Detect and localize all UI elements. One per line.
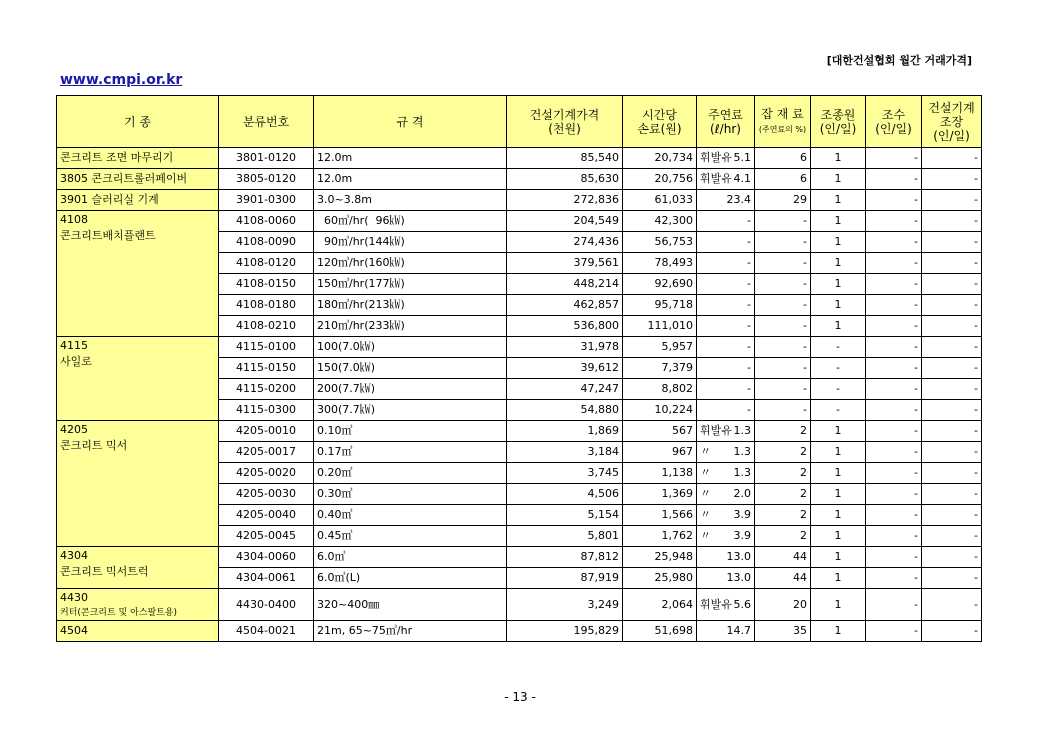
hourly-loss-cell: 967 <box>623 442 697 463</box>
foreman-cell: - <box>922 463 982 484</box>
fuel-type: 휘발유 <box>700 424 732 437</box>
code-cell: 4304-0061 <box>219 568 314 589</box>
operator-cell: - <box>811 379 866 400</box>
misc-cell: 6 <box>755 169 811 190</box>
col-misc: 잡 재 료 (주연료의 %) <box>755 96 811 148</box>
code-cell: 4115-0150 <box>219 358 314 379</box>
machine-kind-line2: 콘크리트배치플랜트 <box>60 229 156 242</box>
fuel-amount: - <box>747 277 751 290</box>
price-cell: 87,812 <box>507 547 623 568</box>
foreman-cell: - <box>922 148 982 169</box>
fuel-amount: - <box>747 340 751 353</box>
assistant-cell: - <box>866 463 922 484</box>
misc-cell: 2 <box>755 463 811 484</box>
fuel-amount: - <box>747 235 751 248</box>
code-cell: 4504-0021 <box>219 621 314 642</box>
spec-cell: 180㎥/hr(213㎾) <box>314 295 507 316</box>
fuel-cell <box>697 526 755 547</box>
code-cell: 4108-0150 <box>219 274 314 295</box>
machine-kind-line1: 4430 <box>60 591 88 604</box>
fuel-cell <box>697 232 755 253</box>
machine-kind-line2: 커터(콘크리트 및 아스팔트용) <box>60 608 178 618</box>
assistant-cell: - <box>866 505 922 526</box>
assistant-cell: - <box>866 148 922 169</box>
assistant-cell: - <box>866 190 922 211</box>
fuel-amount: 1.3 <box>733 466 751 479</box>
fuel-cell <box>697 190 755 211</box>
fuel-cell <box>697 379 755 400</box>
fuel-amount: 2.0 <box>733 487 751 500</box>
machine-kind-line2: 콘크리트 믹서 <box>60 439 128 452</box>
assistant-cell: - <box>866 211 922 232</box>
operator-cell: 1 <box>811 463 866 484</box>
misc-cell: 2 <box>755 505 811 526</box>
table-row <box>57 211 982 232</box>
table-row <box>57 148 982 169</box>
foreman-cell: - <box>922 505 982 526</box>
code-cell: 3801-0120 <box>219 148 314 169</box>
machine-kind-line1: 4504 <box>60 624 88 637</box>
hourly-loss-cell: 95,718 <box>623 295 697 316</box>
fuel-cell <box>697 211 755 232</box>
misc-cell: - <box>755 337 811 358</box>
col-foreman: 건설기계 조장 (인/일) <box>922 96 982 148</box>
foreman-cell: - <box>922 274 982 295</box>
code-cell: 4108-0120 <box>219 253 314 274</box>
fuel-cell <box>697 568 755 589</box>
price-table <box>56 95 982 642</box>
misc-cell: 35 <box>755 621 811 642</box>
misc-cell: - <box>755 379 811 400</box>
foreman-cell: - <box>922 484 982 505</box>
operator-cell: 1 <box>811 253 866 274</box>
hourly-loss-cell: 5,957 <box>623 337 697 358</box>
fuel-cell <box>697 463 755 484</box>
col-kind: 기 종 <box>57 96 219 148</box>
hourly-loss-cell: 20,756 <box>623 169 697 190</box>
assistant-cell: - <box>866 400 922 421</box>
spec-cell: 0.45㎥ <box>314 526 507 547</box>
hourly-loss-cell: 20,734 <box>623 148 697 169</box>
price-cell: 5,801 <box>507 526 623 547</box>
price-cell: 1,869 <box>507 421 623 442</box>
foreman-cell: - <box>922 169 982 190</box>
hourly-loss-cell: 1,138 <box>623 463 697 484</box>
spec-cell: 12.0m <box>314 148 507 169</box>
fuel-cell <box>697 274 755 295</box>
hourly-loss-cell: 92,690 <box>623 274 697 295</box>
machine-kind <box>57 148 219 169</box>
foreman-cell: - <box>922 253 982 274</box>
spec-cell: 6.0㎥ <box>314 547 507 568</box>
foreman-cell: - <box>922 379 982 400</box>
machine-kind-line1: 4304 <box>60 549 88 562</box>
fuel-amount: 14.7 <box>726 624 751 637</box>
price-cell: 536,800 <box>507 316 623 337</box>
price-cell: 3,249 <box>507 589 623 621</box>
col-spec: 규 격 <box>314 96 507 148</box>
code-cell: 4205-0040 <box>219 505 314 526</box>
assistant-cell: - <box>866 232 922 253</box>
fuel-cell <box>697 442 755 463</box>
operator-cell: 1 <box>811 295 866 316</box>
page-number: - 13 - <box>504 690 536 704</box>
fuel-amount: 13.0 <box>726 571 751 584</box>
fuel-amount: 4.1 <box>733 172 751 185</box>
fuel-amount: - <box>747 382 751 395</box>
foreman-cell: - <box>922 621 982 642</box>
operator-cell: 1 <box>811 169 866 190</box>
fuel-cell <box>697 505 755 526</box>
assistant-cell: - <box>866 547 922 568</box>
operator-cell: 1 <box>811 568 866 589</box>
spec-cell: 0.10㎥ <box>314 421 507 442</box>
spec-cell: 6.0㎥(L) <box>314 568 507 589</box>
foreman-cell: - <box>922 358 982 379</box>
operator-cell: 1 <box>811 274 866 295</box>
fuel-cell <box>697 169 755 190</box>
fuel-cell <box>697 253 755 274</box>
machine-kind <box>57 211 219 337</box>
misc-cell: - <box>755 253 811 274</box>
hourly-loss-cell: 25,948 <box>623 547 697 568</box>
assistant-cell: - <box>866 621 922 642</box>
machine-kind <box>57 190 219 211</box>
misc-cell: - <box>755 295 811 316</box>
code-cell: 4108-0210 <box>219 316 314 337</box>
misc-cell: 2 <box>755 421 811 442</box>
fuel-amount: - <box>747 298 751 311</box>
fuel-amount: 1.3 <box>733 424 751 437</box>
fuel-type: 휘발유 <box>700 172 732 185</box>
misc-cell: 44 <box>755 568 811 589</box>
table-row <box>57 337 982 358</box>
operator-cell: 1 <box>811 589 866 621</box>
misc-cell: - <box>755 400 811 421</box>
col-code: 분류번호 <box>219 96 314 148</box>
col-loss: 시간당 손료(원) <box>623 96 697 148</box>
assistant-cell: - <box>866 379 922 400</box>
price-cell: 85,540 <box>507 148 623 169</box>
operator-cell: 1 <box>811 484 866 505</box>
machine-kind <box>57 169 219 190</box>
foreman-cell: - <box>922 589 982 621</box>
assistant-cell: - <box>866 442 922 463</box>
misc-cell: - <box>755 211 811 232</box>
assistant-cell: - <box>866 253 922 274</box>
foreman-cell: - <box>922 547 982 568</box>
code-cell: 4108-0180 <box>219 295 314 316</box>
machine-kind <box>57 421 219 547</box>
operator-cell: 1 <box>811 547 866 568</box>
machine-kind <box>57 337 219 421</box>
misc-cell: 20 <box>755 589 811 621</box>
spec-cell: 0.20㎥ <box>314 463 507 484</box>
operator-cell: 1 <box>811 316 866 337</box>
hourly-loss-cell: 25,980 <box>623 568 697 589</box>
table-row <box>57 421 982 442</box>
assistant-cell: - <box>866 316 922 337</box>
hourly-loss-cell: 51,698 <box>623 621 697 642</box>
operator-cell: 1 <box>811 526 866 547</box>
spec-cell: 320~400㎜ <box>314 589 507 621</box>
hourly-loss-cell: 61,033 <box>623 190 697 211</box>
code-cell: 4430-0400 <box>219 589 314 621</box>
price-cell: 47,247 <box>507 379 623 400</box>
misc-cell: 44 <box>755 547 811 568</box>
machine-kind-line2: 사일로 <box>60 355 92 368</box>
spec-cell: 90㎥/hr(144㎾) <box>314 232 507 253</box>
operator-cell: - <box>811 337 866 358</box>
foreman-cell: - <box>922 232 982 253</box>
fuel-amount: 1.3 <box>733 445 751 458</box>
price-cell: 274,436 <box>507 232 623 253</box>
operator-cell: 1 <box>811 505 866 526</box>
fuel-amount: 3.9 <box>733 529 751 542</box>
table-header-row <box>57 96 982 148</box>
spec-cell: 12.0m <box>314 169 507 190</box>
fuel-type: 〃 <box>700 487 711 500</box>
price-cell: 448,214 <box>507 274 623 295</box>
misc-cell: 2 <box>755 442 811 463</box>
assistant-cell: - <box>866 589 922 621</box>
operator-cell: 1 <box>811 148 866 169</box>
fuel-type: 〃 <box>700 508 711 521</box>
code-cell: 4205-0017 <box>219 442 314 463</box>
fuel-amount: - <box>747 214 751 227</box>
operator-cell: 1 <box>811 421 866 442</box>
spec-cell: 0.40㎥ <box>314 505 507 526</box>
misc-cell: - <box>755 358 811 379</box>
spec-cell: 300(7.7㎾) <box>314 400 507 421</box>
spec-cell: 3.0~3.8m <box>314 190 507 211</box>
spec-cell: 150(7.0㎾) <box>314 358 507 379</box>
misc-cell: - <box>755 316 811 337</box>
price-cell: 39,612 <box>507 358 623 379</box>
price-cell: 462,857 <box>507 295 623 316</box>
assistant-cell: - <box>866 526 922 547</box>
operator-cell: 1 <box>811 190 866 211</box>
foreman-cell: - <box>922 316 982 337</box>
foreman-cell: - <box>922 211 982 232</box>
code-cell: 4205-0020 <box>219 463 314 484</box>
assistant-cell: - <box>866 421 922 442</box>
fuel-amount: - <box>747 361 751 374</box>
spec-cell: 21m, 65~75㎥/hr <box>314 621 507 642</box>
foreman-cell: - <box>922 337 982 358</box>
price-cell: 5,154 <box>507 505 623 526</box>
fuel-cell <box>697 484 755 505</box>
operator-cell: 1 <box>811 442 866 463</box>
price-cell: 195,829 <box>507 621 623 642</box>
misc-cell: - <box>755 232 811 253</box>
fuel-type: 휘발유 <box>700 597 732 611</box>
operator-cell: - <box>811 358 866 379</box>
fuel-cell <box>697 421 755 442</box>
spec-cell: 150㎥/hr(177㎾) <box>314 274 507 295</box>
spec-cell: 0.30㎥ <box>314 484 507 505</box>
code-cell: 4115-0300 <box>219 400 314 421</box>
col-fuel: 주연료 (ℓ/hr) <box>697 96 755 148</box>
assistant-cell: - <box>866 274 922 295</box>
machine-kind-line1: 4108 <box>60 213 88 226</box>
fuel-cell <box>697 316 755 337</box>
hourly-loss-cell: 2,064 <box>623 589 697 621</box>
fuel-amount: 5.6 <box>733 597 751 611</box>
spec-cell: 210㎥/hr(233㎾) <box>314 316 507 337</box>
price-cell: 379,561 <box>507 253 623 274</box>
fuel-cell <box>697 295 755 316</box>
code-cell: 3901-0300 <box>219 190 314 211</box>
fuel-type: 휘발유 <box>700 151 732 164</box>
machine-kind-line1: 4205 <box>60 423 88 436</box>
fuel-cell <box>697 589 755 621</box>
table-row <box>57 169 982 190</box>
machine-kind <box>57 589 219 621</box>
code-cell: 4205-0045 <box>219 526 314 547</box>
col-operator: 조종원 (인/일) <box>811 96 866 148</box>
assistant-cell: - <box>866 337 922 358</box>
fuel-amount: 3.9 <box>733 508 751 521</box>
hourly-loss-cell: 56,753 <box>623 232 697 253</box>
misc-cell: - <box>755 274 811 295</box>
code-cell: 4108-0090 <box>219 232 314 253</box>
price-cell: 3,745 <box>507 463 623 484</box>
hourly-loss-cell: 1,369 <box>623 484 697 505</box>
price-cell: 54,880 <box>507 400 623 421</box>
price-cell: 272,836 <box>507 190 623 211</box>
operator-cell: 1 <box>811 211 866 232</box>
machine-kind <box>57 621 219 642</box>
misc-cell: 29 <box>755 190 811 211</box>
fuel-amount: 13.0 <box>726 550 751 563</box>
spec-cell: 60㎥/hr( 96㎾) <box>314 211 507 232</box>
foreman-cell: - <box>922 568 982 589</box>
assistant-cell: - <box>866 295 922 316</box>
publication-title: [대한건설협회 월간 거래가격] <box>826 54 972 67</box>
misc-cell: 2 <box>755 484 811 505</box>
hourly-loss-cell: 111,010 <box>623 316 697 337</box>
foreman-cell: - <box>922 442 982 463</box>
fuel-type: 〃 <box>700 445 711 458</box>
code-cell: 4205-0010 <box>219 421 314 442</box>
hourly-loss-cell: 1,566 <box>623 505 697 526</box>
operator-cell: 1 <box>811 621 866 642</box>
code-cell: 4205-0030 <box>219 484 314 505</box>
fuel-type: 〃 <box>700 529 711 542</box>
code-cell: 4115-0100 <box>219 337 314 358</box>
hourly-loss-cell: 567 <box>623 421 697 442</box>
machine-kind-line1: 3901 슬러리실 기계 <box>60 193 159 206</box>
code-cell: 4108-0060 <box>219 211 314 232</box>
col-assistant: 조수 (인/일) <box>866 96 922 148</box>
machine-kind <box>57 547 219 589</box>
foreman-cell: - <box>922 400 982 421</box>
foreman-cell: - <box>922 526 982 547</box>
hourly-loss-cell: 10,224 <box>623 400 697 421</box>
machine-kind-line1: 4115 <box>60 339 88 352</box>
misc-cell: 2 <box>755 526 811 547</box>
spec-cell: 120㎥/hr(160㎾) <box>314 253 507 274</box>
machine-kind-line1: 콘크리트 조면 마무리기 <box>60 151 174 164</box>
price-cell: 85,630 <box>507 169 623 190</box>
fuel-cell <box>697 148 755 169</box>
price-cell: 4,506 <box>507 484 623 505</box>
fuel-cell <box>697 400 755 421</box>
table-row <box>57 621 982 642</box>
hourly-loss-cell: 1,762 <box>623 526 697 547</box>
table-row <box>57 547 982 568</box>
foreman-cell: - <box>922 190 982 211</box>
hourly-loss-cell: 7,379 <box>623 358 697 379</box>
spec-cell: 100(7.0㎾) <box>314 337 507 358</box>
misc-cell: 6 <box>755 148 811 169</box>
code-cell: 3805-0120 <box>219 169 314 190</box>
price-cell: 31,978 <box>507 337 623 358</box>
assistant-cell: - <box>866 484 922 505</box>
machine-kind-line2: 콘크리트 믹서트럭 <box>60 565 149 578</box>
table-row <box>57 589 982 621</box>
assistant-cell: - <box>866 568 922 589</box>
operator-cell: - <box>811 400 866 421</box>
assistant-cell: - <box>866 169 922 190</box>
foreman-cell: - <box>922 295 982 316</box>
fuel-cell <box>697 337 755 358</box>
price-cell: 204,549 <box>507 211 623 232</box>
fuel-amount: - <box>747 403 751 416</box>
fuel-cell <box>697 547 755 568</box>
machine-kind-line1: 3805 콘크리트롤러페이버 <box>60 172 188 185</box>
fuel-amount: - <box>747 319 751 332</box>
fuel-amount: 5.1 <box>733 151 751 164</box>
spec-cell: 0.17㎥ <box>314 442 507 463</box>
assistant-cell: - <box>866 358 922 379</box>
fuel-amount: - <box>747 256 751 269</box>
col-price: 건설기계가격 (천원) <box>507 96 623 148</box>
hourly-loss-cell: 42,300 <box>623 211 697 232</box>
site-link[interactable]: www.cmpi.or.kr <box>60 72 183 88</box>
fuel-type: 〃 <box>700 466 711 479</box>
price-cell: 3,184 <box>507 442 623 463</box>
price-cell: 87,919 <box>507 568 623 589</box>
operator-cell: 1 <box>811 232 866 253</box>
code-cell: 4304-0060 <box>219 547 314 568</box>
spec-cell: 200(7.7㎾) <box>314 379 507 400</box>
hourly-loss-cell: 78,493 <box>623 253 697 274</box>
code-cell: 4115-0200 <box>219 379 314 400</box>
table-row <box>57 190 982 211</box>
fuel-amount: 23.4 <box>726 193 751 206</box>
foreman-cell: - <box>922 421 982 442</box>
fuel-cell <box>697 358 755 379</box>
fuel-cell <box>697 621 755 642</box>
hourly-loss-cell: 8,802 <box>623 379 697 400</box>
